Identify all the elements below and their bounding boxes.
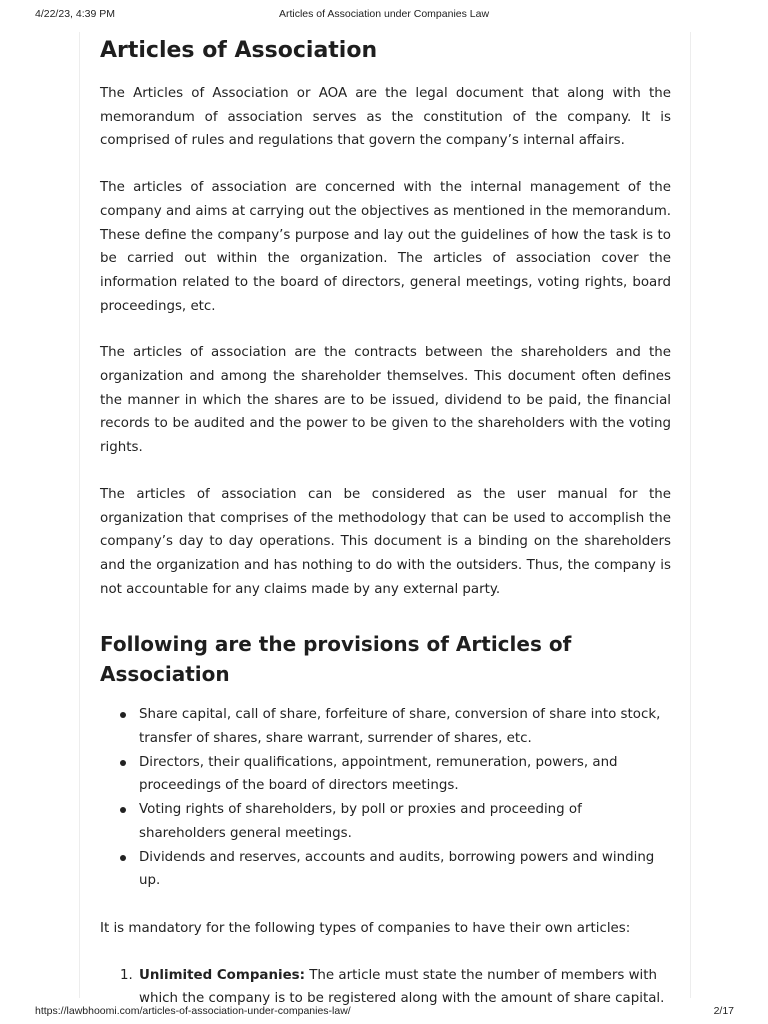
provisions-heading: Following are the provisions of Articles of Association [100,632,572,687]
article-body [100,32,671,1011]
provision-text: Directors, their qualifications, appointment, remuneration, powers, and proceedings of the board of directors meetings. [139,754,618,794]
article-heading: Articles of Association [100,38,378,63]
paragraph-3: The articles of association are the contracts between the shareholders and the organization and among the shareholder themselves. This document often defines the manner in which the shares are to be issued, dividend to be paid, the financial records to be audited and the power to be given to the shareholders with the voting rights. [100,345,671,456]
paragraph-1: The Articles of Association or AOA are the legal document that along with the memorandum of association serves as the constitution of the company. It is comprised of rules and regulations that govern the company’s internal affairs. [100,86,671,149]
paragraph-4: The articles of association can be considered as the user manual for the organization that comprises of the methodology that can be used to accomplish the company’s day to day operations. This document is a binding on the shareholders and the organization and has nothing to do with the outsiders. Thus, the company is not accountable for any claims made by any external party. [100,486,671,597]
provisions-list [100,703,671,893]
print-header [0,0,768,22]
provision-text: Dividends and reserves, accounts and audits, borrowing powers and winding up. [139,849,655,889]
provision-text: Share capital, call of share, forfeiture of share, conversion of share into stock, transfer of shares, share warrant, surrender of shares, etc. [139,707,661,747]
bullet-icon [120,712,126,718]
provision-item [139,846,671,893]
provision-item [139,703,671,750]
mandatory-intro: It is mandatory for the following types of companies to have their own articles: [100,920,631,936]
provision-text: Voting rights of shareholders, by poll or proxies and proceeding of shareholders general meetings. [139,802,582,841]
paragraph-2: The articles of association are concerned with the internal management of the company and aims at carrying out the objectives as mentioned in the memorandum. These define the company’s purpose and lay out the guidelines of how the task is to be carried out within the organization. The articles of association cover the information related to the board of directors, general meetings, voting rights, board proceedings, etc. [100,180,671,314]
bullet-icon [120,855,126,861]
bullet-icon [120,807,126,813]
bullet-icon [120,760,126,766]
article-content [79,32,691,1007]
company-type-text: The article must state the number of members with which the company is to be registered along with the amount of share capital. [139,967,665,1007]
page-number: 2/17 [713,1005,734,1017]
print-date: 4/22/23, 4:39 PM [35,8,115,20]
print-footer [0,1002,768,1024]
provision-item [139,798,671,845]
provision-item [139,751,671,798]
list-number: 1. [120,967,133,983]
company-type-title: Unlimited Companies: [139,967,305,983]
page-url: https://lawbhoomi.com/articles-of-association-under-companies-law/ [35,1005,351,1017]
print-title: Articles of Association under Companies Law [278,8,490,20]
